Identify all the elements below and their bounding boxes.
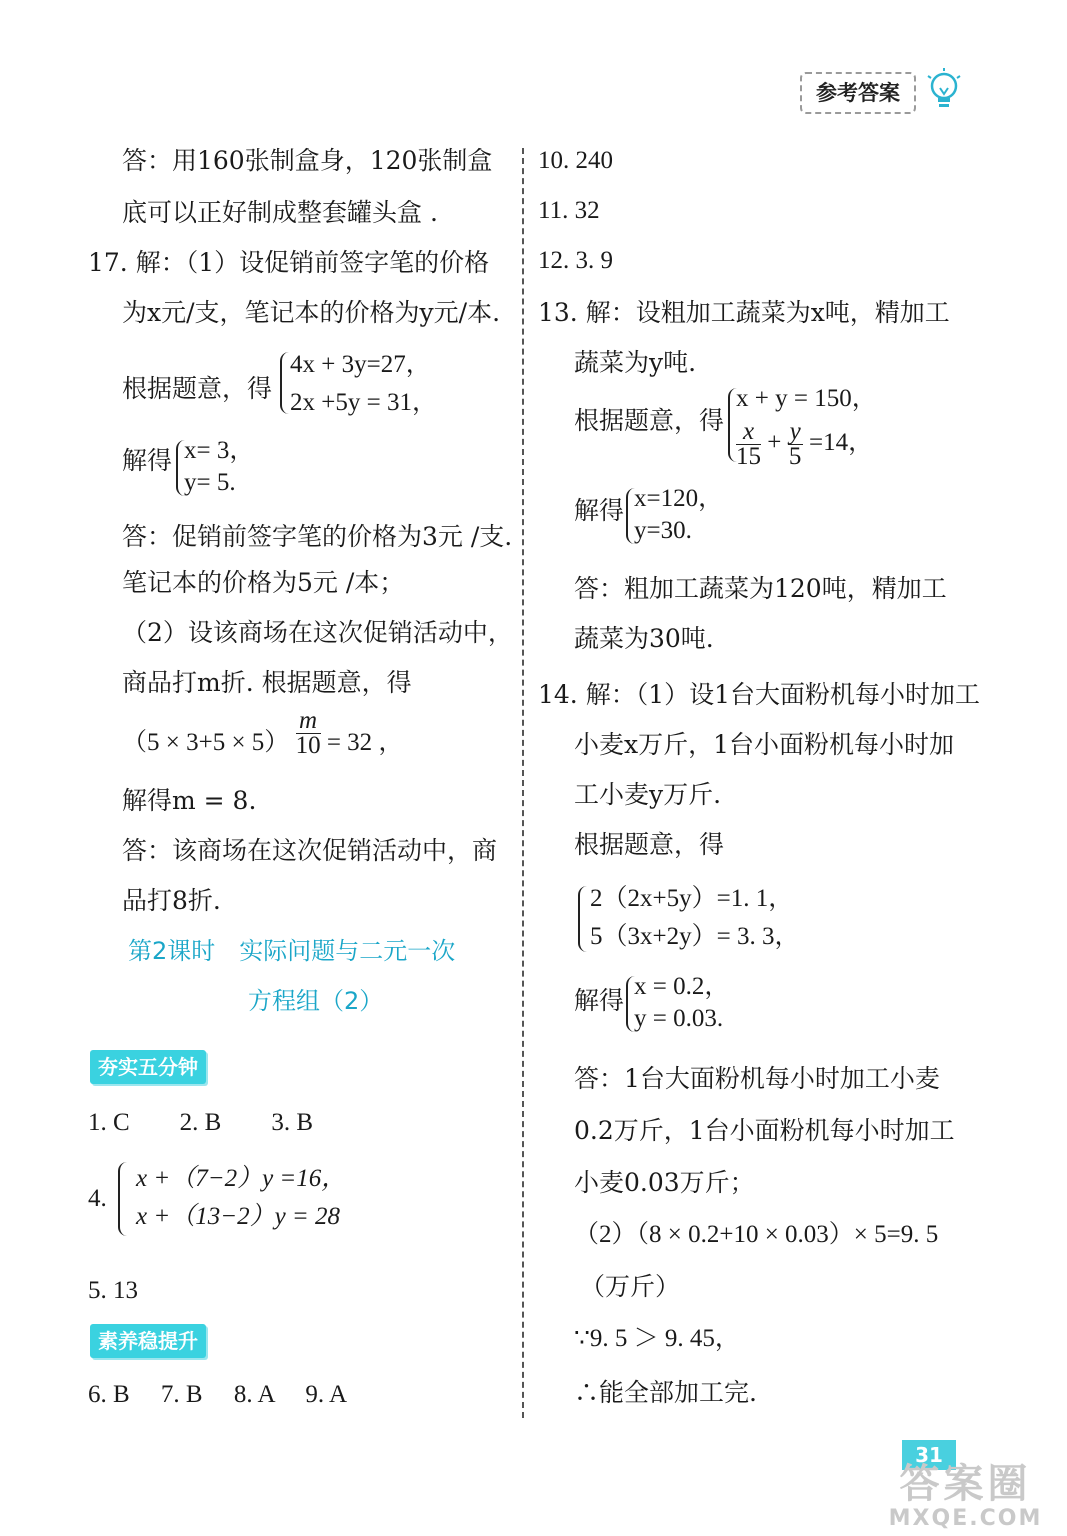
equation: y=30.: [634, 517, 692, 544]
text-line: ∴能全部加工完.: [574, 1378, 757, 1407]
section-title: 方程组（2）: [248, 987, 384, 1015]
numerator: y: [789, 418, 801, 445]
answer-5: 5. 13: [88, 1277, 138, 1304]
text-line: 解得: [574, 986, 625, 1015]
watermark-text: 答案圈: [899, 1461, 1032, 1507]
text-line: 0.2万斤，1台小面粉机每小时加工: [574, 1116, 955, 1145]
text-line: 解得: [122, 446, 173, 475]
equation: y= 5.: [184, 469, 236, 496]
equation: x=120，: [634, 485, 724, 512]
brace: [578, 886, 587, 952]
fraction: [788, 420, 803, 469]
column-divider: [522, 148, 524, 1418]
equation: 2x +5y = 31，: [290, 389, 437, 416]
equation: x +（7−2）y =16，: [136, 1165, 347, 1192]
text-line: 答：促销前签字笔的价格为3元 /支.: [122, 522, 513, 551]
text-line: （2）设该商场在这次促销活动中，: [122, 618, 513, 647]
expression: （5 × 3+5 × 5）: [122, 729, 290, 756]
answers-1-3: 1. C 2. B 3. B: [88, 1109, 314, 1136]
equation: 5（3x+2y）= 3. 3，: [590, 923, 800, 950]
answer-12: 12. 3. 9: [538, 247, 613, 274]
text-line: 商品打m折. 根据题意，得: [122, 668, 412, 697]
text-line: 为x元/支，笔记本的价格为y元/本.: [122, 298, 501, 327]
section-badge: 素养稳提升: [90, 1324, 206, 1358]
equation: x +（13−2）y = 28: [136, 1203, 341, 1230]
section-title: 第2课时 实际问题与二元一次: [128, 937, 456, 965]
equation: [736, 420, 873, 469]
text-line: 底可以正好制成整套罐头盒 .: [122, 198, 438, 227]
question-14-heading: 14. 解：（1）设1台大面粉机每小时加工: [538, 680, 981, 709]
lightbulb-icon: [924, 66, 964, 112]
text-line: 解得: [574, 496, 625, 525]
text-line: 解得m = 8.: [122, 786, 257, 815]
denominator: 10: [295, 731, 321, 759]
text-line: 答：用160张制盒身，120张制盒: [122, 146, 493, 175]
text-line: 蔬菜为30吨.: [574, 624, 714, 653]
text-line: 根据题意，得: [574, 406, 725, 435]
text-line: 笔记本的价格为5元 /本；: [122, 568, 405, 597]
denominator: 5: [788, 443, 802, 470]
text-line: 答：1台大面粉机每小时加工小麦: [574, 1064, 940, 1093]
equation: 2（2x+5y）=1. 1，: [590, 885, 794, 912]
page-number: 31: [902, 1440, 956, 1470]
answers-6-9: 6. B 7. B 8. A 9. A: [88, 1381, 348, 1408]
answer-key-label: 参考答案: [800, 72, 916, 114]
brace: [280, 352, 289, 414]
question-17-heading: 17. 解：（1）设促销前签字笔的价格: [88, 248, 490, 277]
text-line: 根据题意，得: [122, 374, 273, 403]
section-badge: 夯实五分钟: [90, 1050, 206, 1084]
equation: y = 0.03.: [634, 1005, 724, 1032]
text-line: 根据题意，得: [574, 830, 725, 859]
watermark: [868, 1462, 1063, 1534]
expression: =14，: [808, 429, 874, 457]
numerator: m: [296, 709, 321, 734]
question-13-heading: 13. 解：设粗加工蔬菜为x吨，精加工: [538, 298, 950, 327]
equation: [122, 706, 404, 759]
text-line: 小麦x万斤，1台小面粉机每小时加: [574, 730, 955, 759]
brace: [118, 1162, 127, 1236]
equation: x = 0.2，: [634, 973, 730, 1000]
equation: x + y = 150，: [736, 385, 877, 412]
text-line: 品打8折.: [122, 886, 221, 915]
fraction: [736, 420, 761, 469]
text-line: 答：该商场在这次促销活动中，商: [122, 836, 498, 865]
text-line: 小麦0.03万斤；: [574, 1168, 755, 1197]
equation: 4x + 3y=27，: [290, 351, 431, 378]
text-line: 工小麦y万斤.: [574, 780, 722, 809]
text-line: 蔬菜为y吨.: [574, 348, 697, 377]
equation: ∵9. 5 ＞ 9. 45，: [574, 1325, 740, 1352]
question-4-label: 4.: [88, 1185, 107, 1212]
numerator: x: [736, 420, 761, 445]
text-line: （万斤）: [580, 1272, 681, 1301]
equation: x= 3，: [184, 437, 255, 464]
answer-11: 11. 32: [538, 197, 600, 224]
fraction: [295, 706, 321, 759]
answer-10: 10. 240: [538, 147, 613, 174]
expression: = 32 ，: [326, 729, 404, 756]
text-line: 答：粗加工蔬菜为120吨，精加工: [574, 574, 947, 603]
watermark-url: MXQE.COM: [888, 1506, 1043, 1531]
equation: （2）（8 × 0.2+10 × 0.03）× 5=9. 5: [574, 1221, 939, 1248]
operator: +: [767, 429, 782, 457]
denominator: 15: [736, 443, 761, 470]
